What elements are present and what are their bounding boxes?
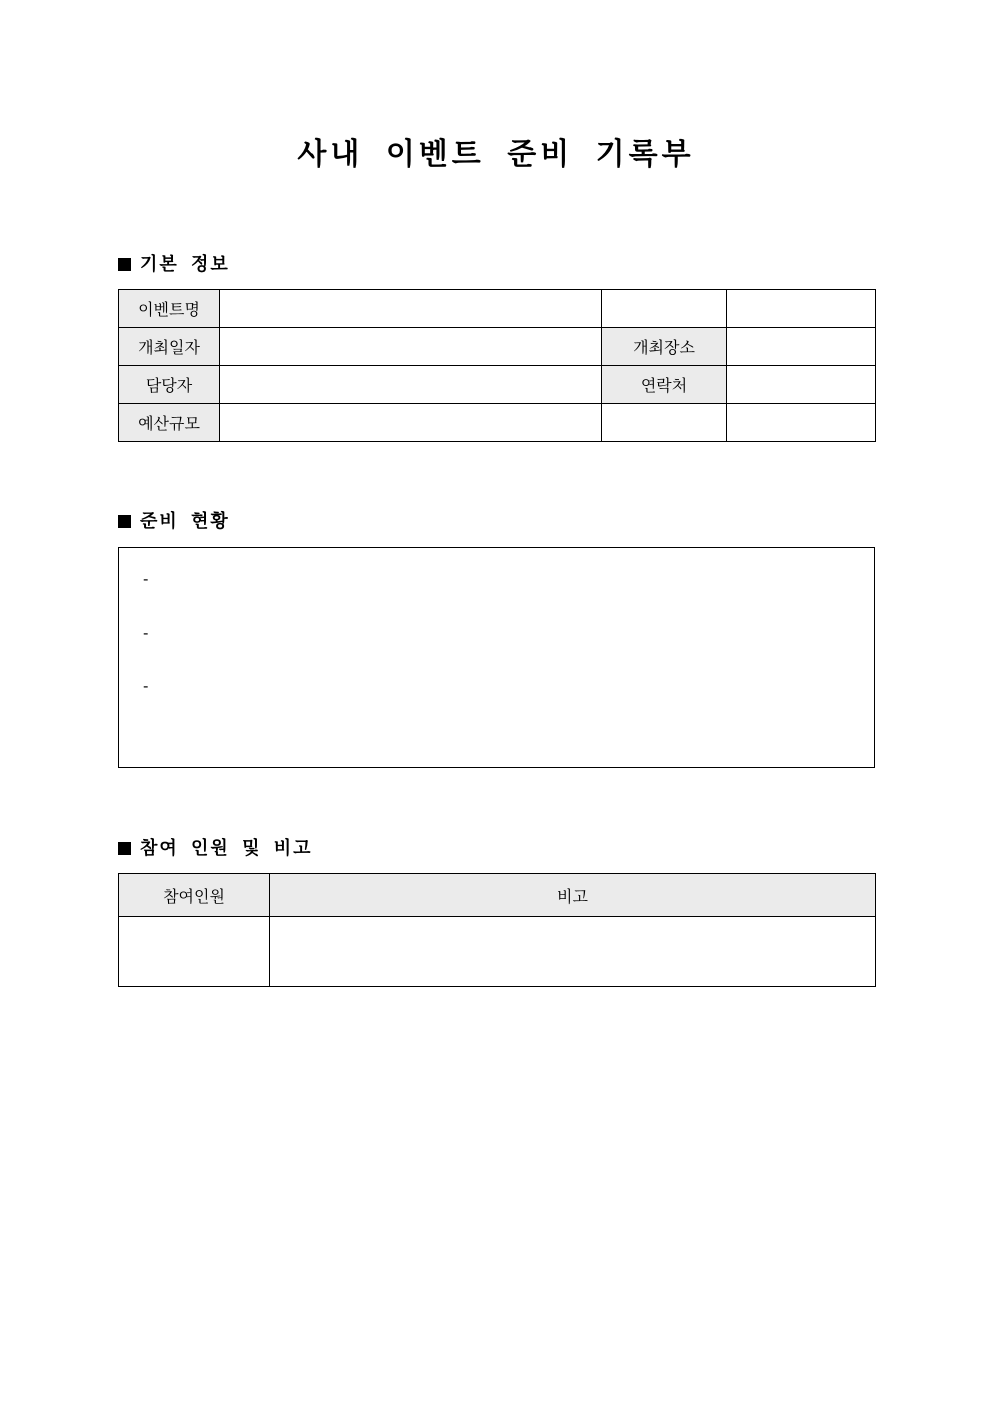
participants-field[interactable] [119,917,270,987]
manager-label: 담당자 [119,366,220,404]
status-item: - [143,624,149,642]
remarks-field[interactable] [270,917,876,987]
remarks-column-header: 비고 [270,874,876,917]
participants-column-header: 참여인원 [119,874,270,917]
budget-field[interactable] [220,404,602,442]
status-heading [118,510,230,534]
document-title: 사내 이벤트 준비 기록부 [297,137,695,172]
status-box[interactable] [118,547,875,768]
venue-field[interactable] [727,328,876,366]
participants-heading [118,837,313,861]
status-item: - [143,677,149,695]
table-row [119,917,876,987]
basic-info-row-event-name [119,290,876,328]
event-date-field[interactable] [220,328,602,366]
status-heading-text: 준비 현황 [140,511,230,532]
venue-label: 개최장소 [602,328,727,366]
status-item: - [143,570,149,588]
row1-right-label-cell [602,290,727,328]
row4-right-label-cell [602,404,727,442]
basic-info-heading-text: 기본 정보 [140,254,230,275]
event-name-label: 이벤트명 [119,290,220,328]
row1-right-value-field[interactable] [727,290,876,328]
row4-right-value-field[interactable] [727,404,876,442]
budget-label: 예산규모 [119,404,220,442]
participants-header-row [119,874,876,917]
contact-field[interactable] [727,366,876,404]
basic-info-row-date-venue [119,328,876,366]
basic-info-row-budget [119,404,876,442]
basic-info-heading [118,253,230,277]
square-bullet-icon [118,515,131,528]
contact-label: 연락처 [602,366,727,404]
participants-heading-text: 참여 인원 및 비고 [140,838,313,859]
manager-field[interactable] [220,366,602,404]
square-bullet-icon [118,842,131,855]
basic-info-row-manager-contact [119,366,876,404]
event-name-field[interactable] [220,290,602,328]
participants-table [118,873,876,987]
basic-info-table [118,289,876,442]
square-bullet-icon [118,258,131,271]
event-date-label: 개최일자 [119,328,220,366]
